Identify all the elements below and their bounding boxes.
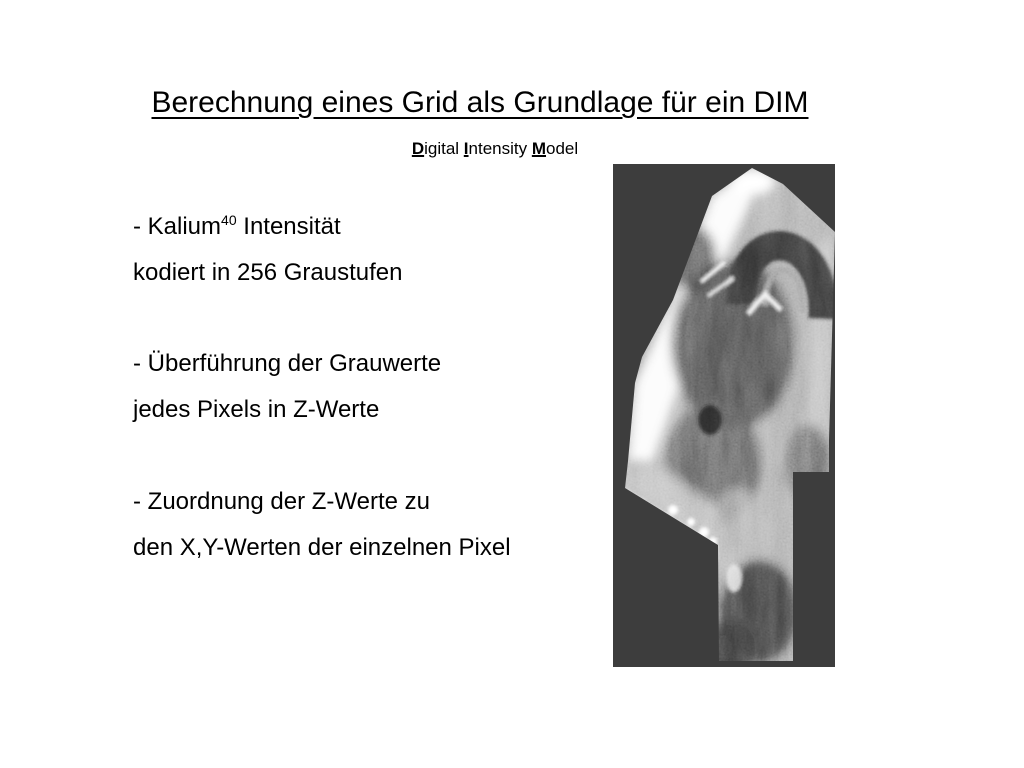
- bullet-group-kalium: [133, 204, 403, 296]
- map-shape: [613, 164, 835, 667]
- intensity-map-panel: [613, 164, 835, 667]
- superscript-40: 40: [221, 212, 237, 228]
- bullet-line: - Überführung der Grauwerte: [133, 350, 442, 377]
- bullet-line: - Zuordnung der Z-Werte zu: [133, 488, 431, 515]
- subtitle-initial-M: M: [531, 139, 547, 158]
- subtitle-initial-D: D: [411, 139, 425, 158]
- bullet-group-ueberfuehrung: [133, 341, 441, 433]
- bullet-group-zuordnung: [133, 479, 511, 571]
- slide-subtitle: [0, 139, 990, 159]
- bullet-line: jedes Pixels in Z-Werte: [133, 396, 380, 423]
- bullet-line: [133, 204, 403, 250]
- subtitle-text: ntensity: [468, 139, 532, 158]
- subtitle-initial-I: I: [463, 139, 469, 158]
- intensity-map-image: [613, 164, 835, 667]
- bullet-line: den X,Y-Werten der einzelnen Pixel: [133, 534, 511, 561]
- bullet-text: Intensität: [236, 213, 341, 240]
- slide-title: Berechnung eines Grid als Grundlage für ein DIM: [151, 86, 809, 119]
- bullet-line: kodiert in 256 Graustufen: [133, 259, 403, 286]
- subtitle-text: igital: [424, 139, 464, 158]
- bullet-text: - Kalium: [133, 213, 222, 240]
- subtitle-text: odel: [546, 139, 579, 158]
